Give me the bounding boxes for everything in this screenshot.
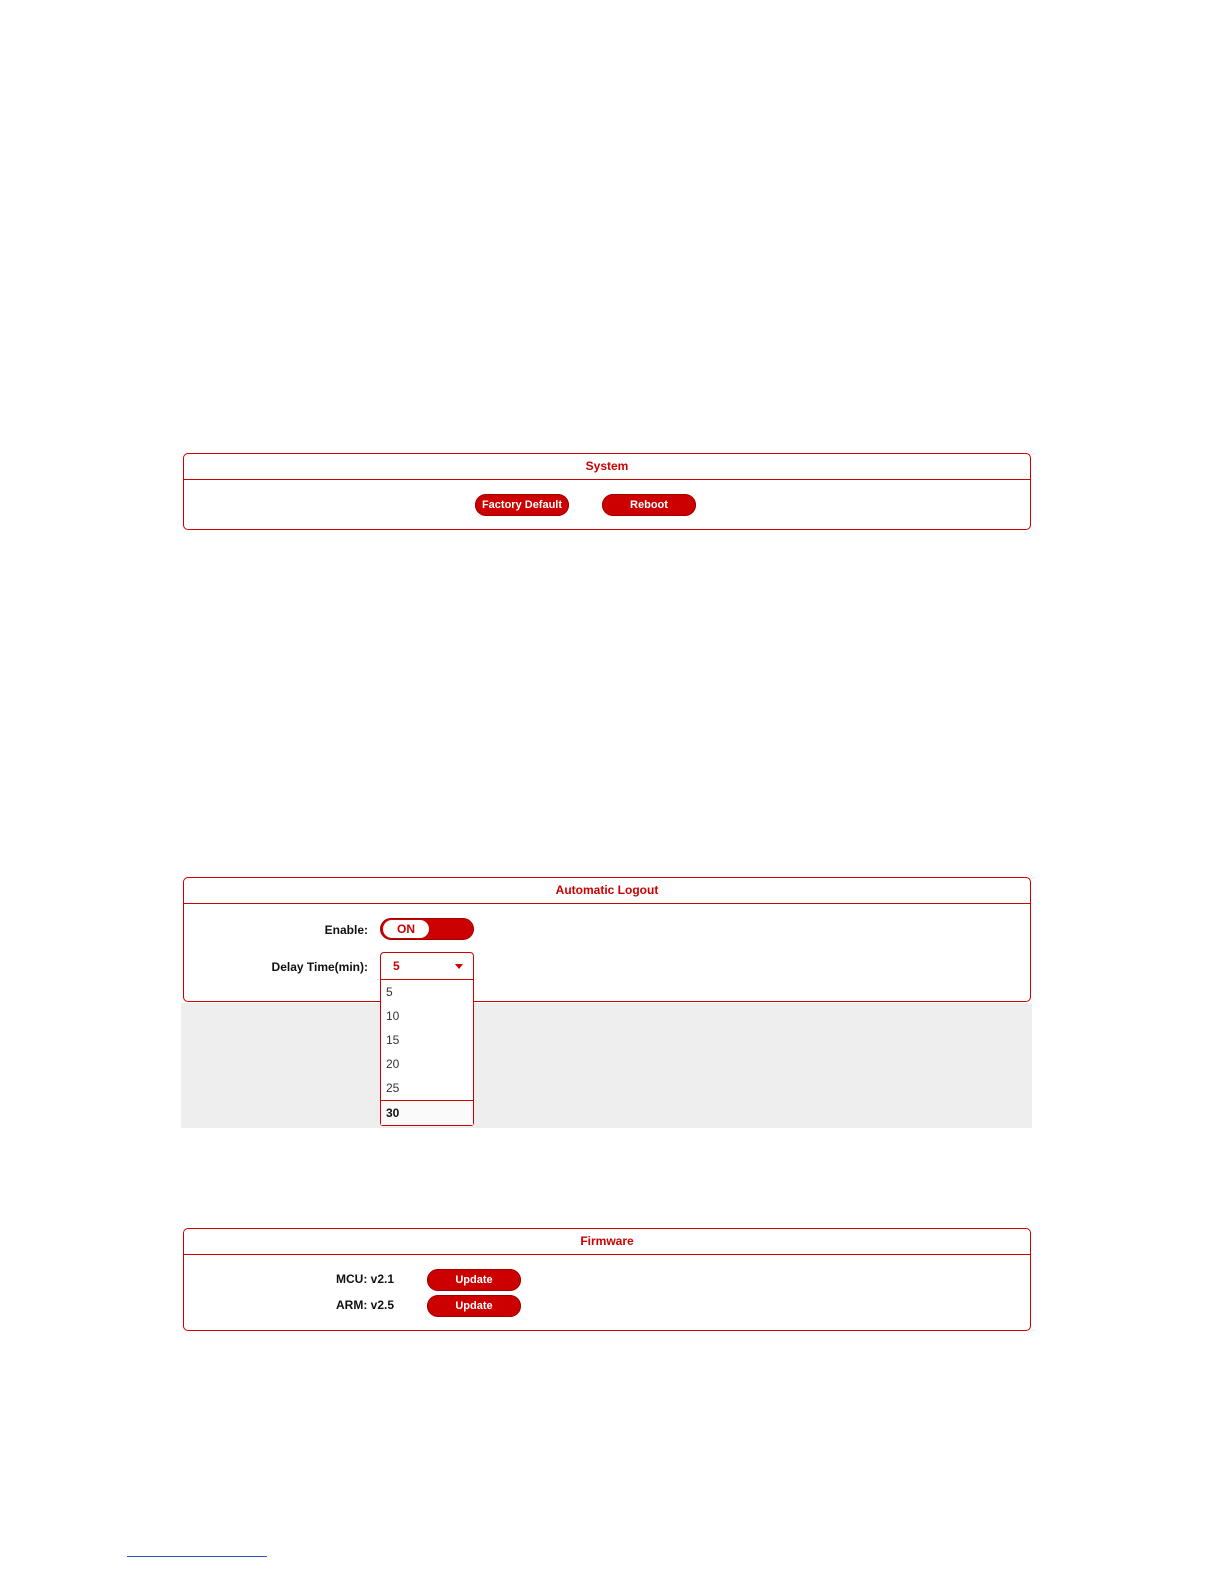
delay-option-30[interactable]: 30 — [381, 1100, 473, 1125]
arm-update-button[interactable]: Update — [427, 1295, 521, 1317]
delay-option-15[interactable]: 15 — [386, 1033, 400, 1047]
delay-time-select[interactable] — [380, 952, 474, 980]
enable-toggle-state: ON — [383, 920, 429, 938]
automatic-logout-title: Automatic Logout — [184, 878, 1030, 904]
factory-default-button[interactable]: Factory Default — [475, 494, 569, 516]
system-panel-title: System — [184, 454, 1030, 480]
delay-option-20[interactable]: 20 — [386, 1057, 400, 1071]
mcu-version-label: MCU: v2.1 — [335, 1272, 394, 1286]
footnote-separator — [127, 1556, 267, 1557]
enable-label: Enable: — [324, 923, 368, 937]
automatic-logout-panel — [183, 877, 1031, 1002]
delay-option-10[interactable]: 10 — [386, 1009, 400, 1023]
mcu-update-button[interactable]: Update — [427, 1269, 521, 1291]
delay-time-selected-value: 5 — [393, 959, 400, 973]
delay-option-5[interactable]: 5 — [386, 985, 393, 999]
delay-option-25[interactable]: 25 — [386, 1081, 400, 1095]
arm-version-label: ARM: v2.5 — [335, 1298, 394, 1312]
firmware-panel-title: Firmware — [184, 1229, 1030, 1255]
enable-toggle[interactable] — [380, 918, 474, 940]
caret-down-icon — [455, 964, 463, 969]
dropdown-backdrop — [181, 1003, 1032, 1128]
firmware-panel — [183, 1228, 1031, 1331]
delay-time-options-list — [380, 979, 474, 1126]
reboot-button[interactable]: Reboot — [602, 494, 696, 516]
delay-time-label: Delay Time(min): — [271, 960, 368, 974]
system-panel — [183, 453, 1031, 530]
